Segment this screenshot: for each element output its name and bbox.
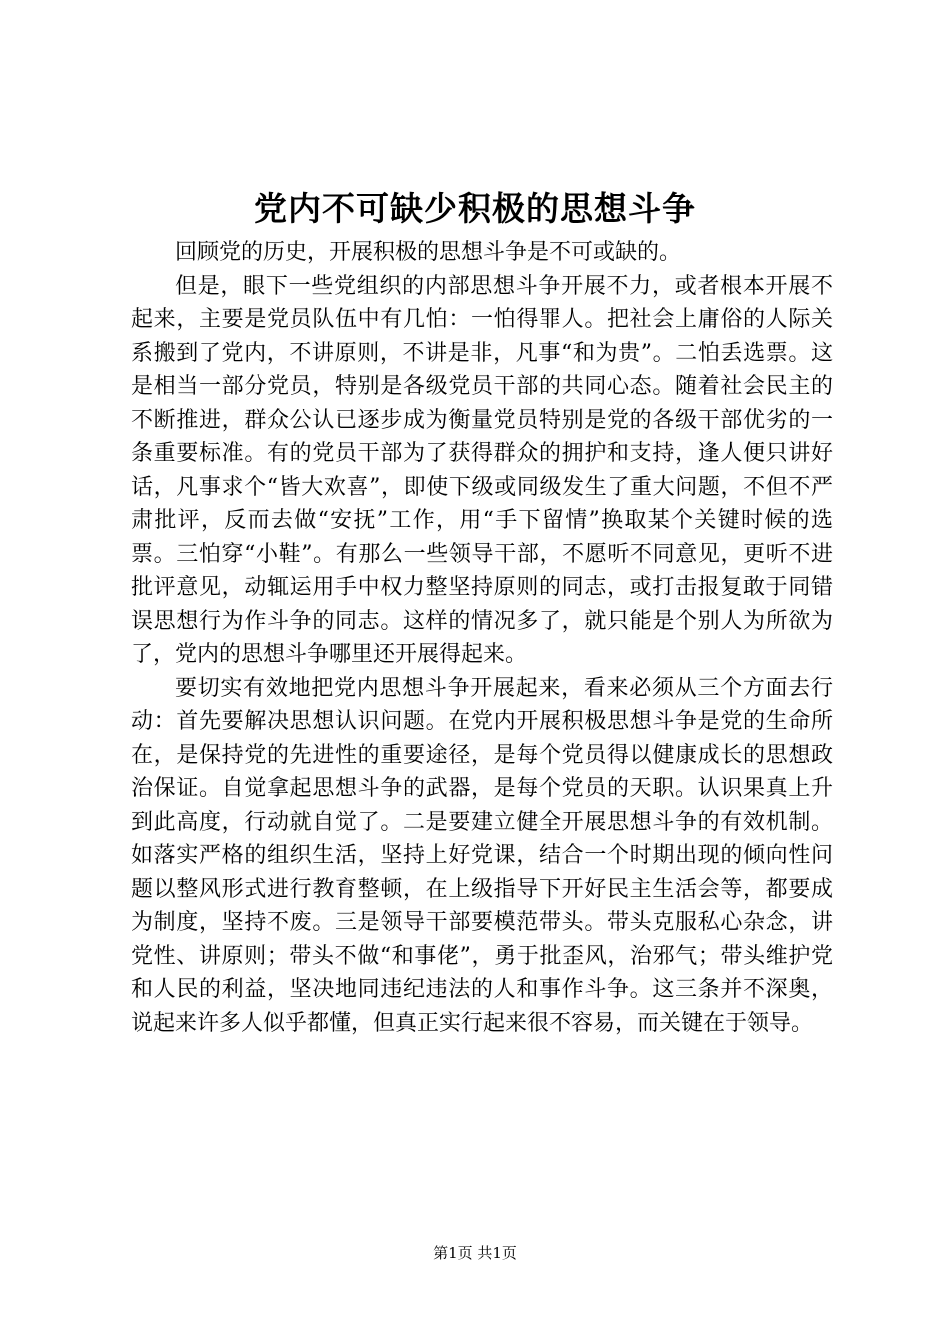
paragraph-problems: 但是，眼下一些党组织的内部思想斗争开展不力，或者根本开展不起来，主要是党员队伍中有几怕：一怕得罪人。把社会上庸俗的人际关系搬到了党内，不讲原则，不讲是非，凡事“和为贵”。二怕丢选票。这是相当一部分党员，特别是各级党员干部的共同心态。随着社会民主的不断推进，群众公认已逐步成为衡量党员特别是党的各级干部优劣的一条重要标准。有的党员干部为了获得群众的拥护和支持，逢人便只讲好话，凡事求个“皆大欢喜”，即使下级或同级发生了重大问题，不但不严肃批评，反而去做“安抚”工作，用“手下留情”换取某个关键时候的选票。三怕穿“小鞋”。有那么一些领导干部，不愿听不同意见，更听不进批评意见，动辄运用手中权力整坚持原则的同志，或打击报复敢于同错误思想行为作斗争的同志。这样的情况多了，就只能是个别人为所欲为了，党内的思想斗争哪里还开展得起来。 [131, 273, 833, 667]
document-title: 党内不可缺少积极的思想斗争 [254, 189, 696, 228]
document-body [131, 236, 833, 1040]
paragraph-intro: 回顾党的历史，开展积极的思想斗争是不可或缺的。 [175, 240, 682, 265]
page-number-footer: 第1页 共1页 [433, 1244, 517, 1262]
paragraph-solutions: 要切实有效地把党内思想斗争开展起来，看来必须从三个方面去行动：首先要解决思想认识问题。在党内开展积极思想斗争是党的生命所在，是保持党的先进性的重要途径，是每个党员得以健康成长的思想政治保证。自觉拿起思想斗争的武器，是每个党员的天职。认识果真上升到此高度，行动就自觉了。二是要建立健全开展思想斗争的有效机制。如落实严格的组织生活，坚持上好党课，结合一个时期出现的倾向性问题以整风形式进行教育整顿，在上级指导下开好民主生活会等，都要成为制度，坚持不废。三是领导干部要模范带头。带头克服私心杂念，讲党性、讲原则；带头不做“和事佬”，勇于批歪风，治邪气；带头维护党和人民的利益，坚决地同违纪违法的人和事作斗争。这三条并不深奥，说起来许多人似乎都懂，但真正实行起来很不容易，而关键在于领导。 [131, 675, 833, 1036]
